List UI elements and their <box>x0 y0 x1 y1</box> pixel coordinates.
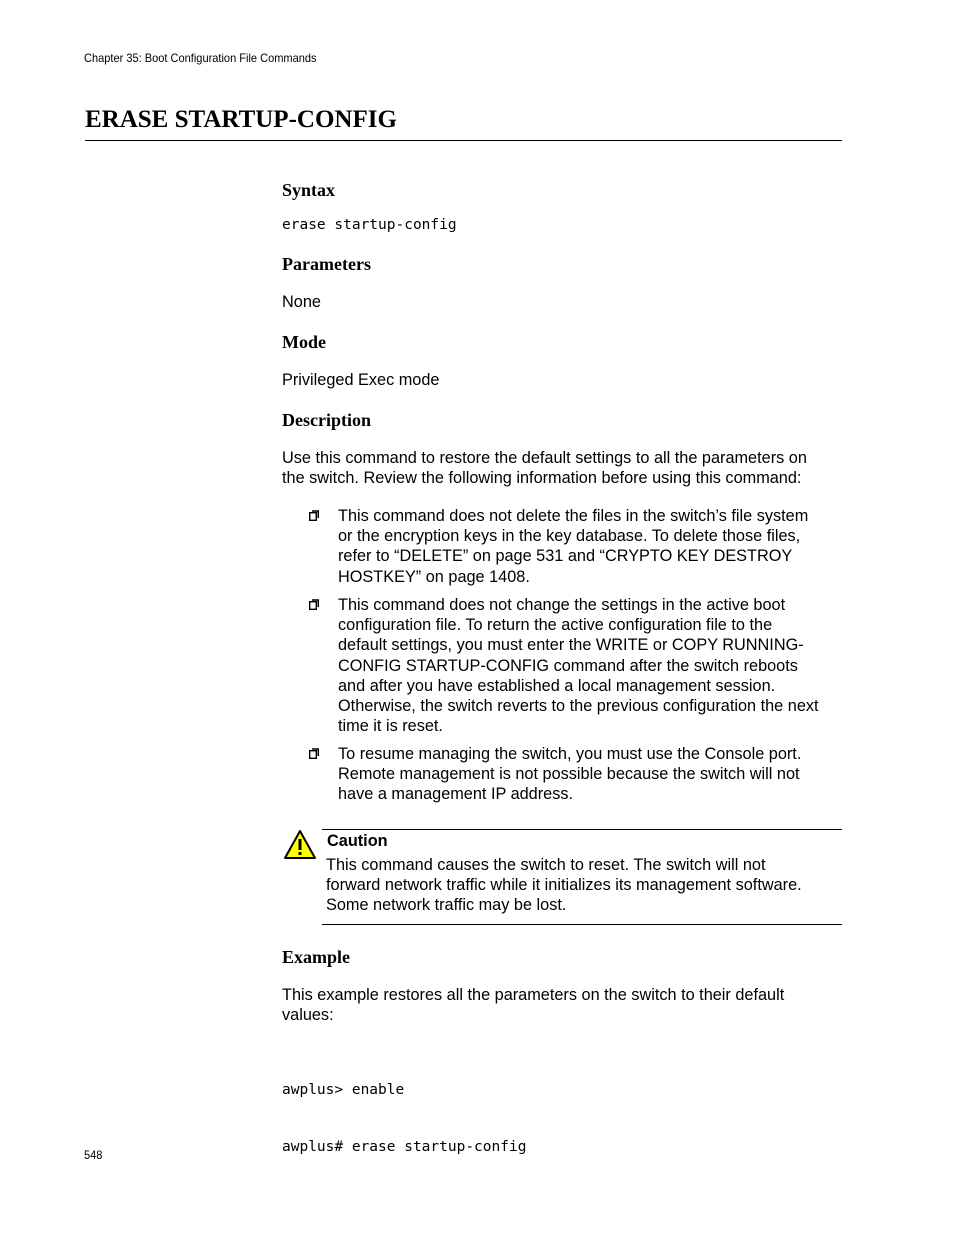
code-line: awplus> enable <box>282 1082 405 1098</box>
mode-text: Privileged Exec mode <box>282 371 440 389</box>
list-item-line: configuration file. To return the active configuration file to the <box>338 616 773 635</box>
list-item-line: Remote management is not possible because the switch will not <box>338 765 800 784</box>
caution-title: Caution <box>327 832 388 850</box>
chapter-header: Chapter 35: Boot Configuration File Commands <box>84 51 317 65</box>
description-line: the switch. Review the following information before using this command: <box>282 469 802 488</box>
list-item <box>309 506 842 587</box>
list-item-line: Otherwise, the switch reverts to the previous configuration the next <box>338 697 819 716</box>
warning-triangle-icon <box>283 829 317 860</box>
code-line: awplus# erase startup-config <box>282 1139 527 1155</box>
example-line: This example restores all the parameters on the switch to their default <box>282 986 785 1004</box>
syntax-heading: Syntax <box>282 180 336 200</box>
example-line: values: <box>282 1006 334 1025</box>
list-item-line: and after you have established a local management session. <box>338 676 776 695</box>
title-divider <box>85 140 842 141</box>
list-item <box>309 744 842 805</box>
page-number: 548 <box>84 1148 103 1162</box>
caution-line: This command causes the switch to reset. The switch will not <box>326 856 766 874</box>
mode-heading: Mode <box>282 332 326 352</box>
description-line: Use this command to restore the default settings to all the parameters on <box>282 449 807 467</box>
list-item <box>309 595 842 736</box>
description-heading: Description <box>282 410 371 430</box>
page-title: ERASE STARTUP-CONFIG <box>85 106 397 133</box>
example-code <box>282 1043 526 1176</box>
caution-line: forward network traffic while it initializes its management software. <box>326 876 802 895</box>
example-text <box>282 985 842 1025</box>
list-item-line: CONFIG STARTUP-CONFIG command after the switch reboots <box>338 656 798 675</box>
example-heading: Example <box>282 947 351 967</box>
caution-line: Some network traffic may be lost. <box>326 896 567 915</box>
caution-top-rule <box>322 829 842 830</box>
list-item-line: refer to “DELETE” on page 531 and “CRYPTO KEY DESTROY <box>338 547 793 566</box>
list-item-line: default settings, you must enter the WRITE or COPY RUNNING- <box>338 636 804 655</box>
list-item-line: HOSTKEY” on page 1408. <box>338 567 530 586</box>
list-item-line: or the encryption keys in the key database. To delete those files, <box>338 527 801 546</box>
list-item-line: have a management IP address. <box>338 785 574 804</box>
checkbox-bullet-icon <box>309 598 319 610</box>
list-item-line: To resume managing the switch, you must use the Console port. <box>338 745 802 763</box>
caution-text <box>326 855 842 916</box>
list-item-line: time it is reset. <box>338 717 443 736</box>
caution-bottom-rule <box>322 924 842 925</box>
list-item-line: This command does not delete the files in the switch’s file system <box>338 507 809 525</box>
list-item-line: This command does not change the settings in the active boot <box>338 596 786 614</box>
parameters-heading: Parameters <box>282 254 371 274</box>
description-text <box>282 448 842 488</box>
syntax-command: erase startup-config <box>282 217 457 233</box>
checkbox-bullet-icon <box>309 747 319 759</box>
parameters-text: None <box>282 293 321 311</box>
checkbox-bullet-icon <box>309 509 319 521</box>
